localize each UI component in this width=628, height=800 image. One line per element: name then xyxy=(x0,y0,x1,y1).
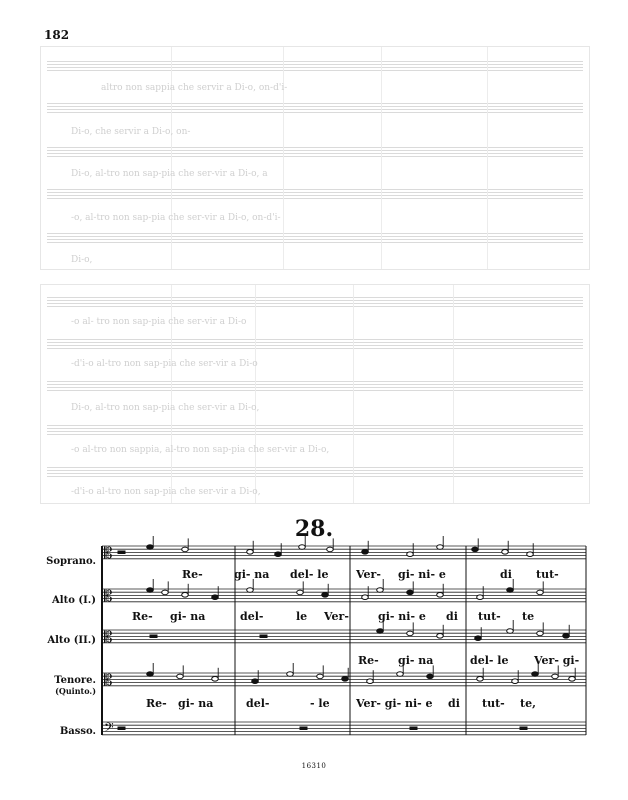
lyric-alto-1: del- xyxy=(240,610,264,623)
rest-mark xyxy=(300,727,307,730)
lyric-soprano: gi- ni- e xyxy=(398,568,446,581)
lyric-alto-2: Re- xyxy=(358,654,379,667)
clef-icon: 𝄡 xyxy=(104,587,113,605)
lyric-tenore: gi- na xyxy=(178,697,214,710)
note-head xyxy=(252,670,259,683)
staff xyxy=(102,722,586,735)
lyric-soprano: Ver- xyxy=(356,568,381,581)
note-head xyxy=(299,536,306,549)
note-head xyxy=(437,625,444,638)
lyric-alto-2: del- le xyxy=(470,654,509,667)
note-head xyxy=(367,670,374,683)
note-head xyxy=(362,541,369,554)
note-head xyxy=(437,536,444,549)
lyric-tenore: Ver- gi- ni- e xyxy=(356,697,433,710)
voice-name-tenore: Tenore. (Quinto.) xyxy=(54,675,96,696)
lyric-soprano: tut- xyxy=(536,568,559,581)
faded-lyric: -o, al-tro non sap-pia che ser-vir a Di-o, on-d'i- xyxy=(71,213,281,223)
note-head xyxy=(502,541,509,554)
note-head xyxy=(342,668,349,681)
note-head xyxy=(317,665,324,678)
faded-lyric: Di-o, xyxy=(71,255,93,265)
clef-icon: 𝄢 xyxy=(104,720,114,738)
note-head xyxy=(297,581,304,594)
faded-lyric: -o al- tro non sap-pia che ser-vir a Di-o xyxy=(71,317,247,327)
lyric-soprano: del- le xyxy=(290,568,329,581)
note-head xyxy=(512,670,519,683)
lyric-alto-2: Ver- gi- xyxy=(534,654,580,667)
note-head xyxy=(507,620,514,633)
rest-mark xyxy=(520,727,527,730)
note-head xyxy=(212,586,219,599)
lyric-alto-1: gi- na xyxy=(170,610,206,623)
note-head xyxy=(247,541,254,554)
note-head xyxy=(147,536,154,549)
faded-lyric: Di-o, che servir a Di-o, on- xyxy=(71,127,191,137)
lyric-alto-1: gi- ni- e xyxy=(378,610,426,623)
faded-lyric: -d'i-o al-tro non sap-pia che ser-vir a Di-o xyxy=(71,359,258,369)
lyric-tenore: tut- xyxy=(482,697,505,710)
note-head xyxy=(212,668,219,681)
faded-lyric: Di-o, al-tro non sap-pia che ser-vir a Di-o, a xyxy=(71,169,268,179)
voice-name-alto-2: Alto (II.) xyxy=(47,635,96,646)
note-head xyxy=(427,665,434,678)
note-head xyxy=(322,584,329,597)
lyric-alto-2: gi- na xyxy=(398,654,434,667)
page-number: 182 xyxy=(44,28,70,42)
note-head xyxy=(327,538,334,551)
note-head xyxy=(182,538,189,551)
note-head xyxy=(407,581,414,594)
note-head xyxy=(527,543,534,556)
lyric-soprano: gi- na xyxy=(234,568,270,581)
note-head xyxy=(182,584,189,597)
note-head xyxy=(362,586,369,599)
faded-lyric: Di-o, al-tro non sap-pia che ser-vir a Di-o, xyxy=(71,403,260,413)
note-head xyxy=(537,622,544,635)
rest-mark xyxy=(410,727,417,730)
lyric-alto-1: Re- xyxy=(132,610,153,623)
note-head xyxy=(475,627,482,640)
lyric-tenore: Re- xyxy=(146,697,167,710)
voice-name-alto-1: Alto (I.) xyxy=(52,595,96,606)
faded-lyric: -d'i-o al-tro non sap-pia che ser-vir a Di-o, xyxy=(71,487,261,497)
lyric-alto-1: tut- xyxy=(478,610,501,623)
note-head xyxy=(275,543,282,556)
rest-mark xyxy=(260,635,267,638)
note-head xyxy=(407,622,414,635)
note-head xyxy=(569,668,576,681)
lyric-soprano: Re- xyxy=(182,568,203,581)
clef-icon: 𝄡 xyxy=(104,671,113,689)
faded-lyric: altro non sappia che servir a Di-o, on-d'i- xyxy=(101,83,288,93)
lyric-alto-1: Ver- xyxy=(324,610,349,623)
faded-lyric: -o al-tro non sappia, al-tro non sap-pia che ser-vir a Di-o, xyxy=(71,445,330,455)
note-head xyxy=(477,586,484,599)
clef-icon: 𝄡 xyxy=(104,628,113,646)
rest-mark xyxy=(150,635,157,638)
staff xyxy=(102,546,586,559)
lyric-soprano: di xyxy=(500,568,512,581)
lyric-tenore: di xyxy=(448,697,460,710)
lyric-tenore: - le xyxy=(310,697,330,710)
rest-mark xyxy=(118,551,125,554)
note-head xyxy=(537,581,544,594)
note-head xyxy=(477,668,484,681)
voice-name-soprano: Soprano. xyxy=(46,556,96,567)
lyric-alto-1: te xyxy=(522,610,535,623)
note-head xyxy=(162,581,169,594)
lyric-tenore: del- xyxy=(246,697,270,710)
note-head xyxy=(437,584,444,597)
note-head xyxy=(472,538,479,551)
note-head xyxy=(147,663,154,676)
clef-icon: 𝄡 xyxy=(104,544,113,562)
note-head xyxy=(177,665,184,678)
footer-plate-number: 16310 xyxy=(301,762,327,770)
lyric-alto-1: di xyxy=(446,610,458,623)
note-head xyxy=(147,579,154,592)
note-head xyxy=(552,665,559,678)
note-head xyxy=(563,625,570,638)
lyric-alto-1: le xyxy=(296,610,308,623)
note-head xyxy=(407,543,414,556)
note-head xyxy=(287,663,294,676)
piece-number: 28. xyxy=(294,516,334,542)
lyric-tenore: te, xyxy=(520,697,536,710)
voice-name-basso: Basso. xyxy=(59,726,96,737)
rest-mark xyxy=(118,727,125,730)
